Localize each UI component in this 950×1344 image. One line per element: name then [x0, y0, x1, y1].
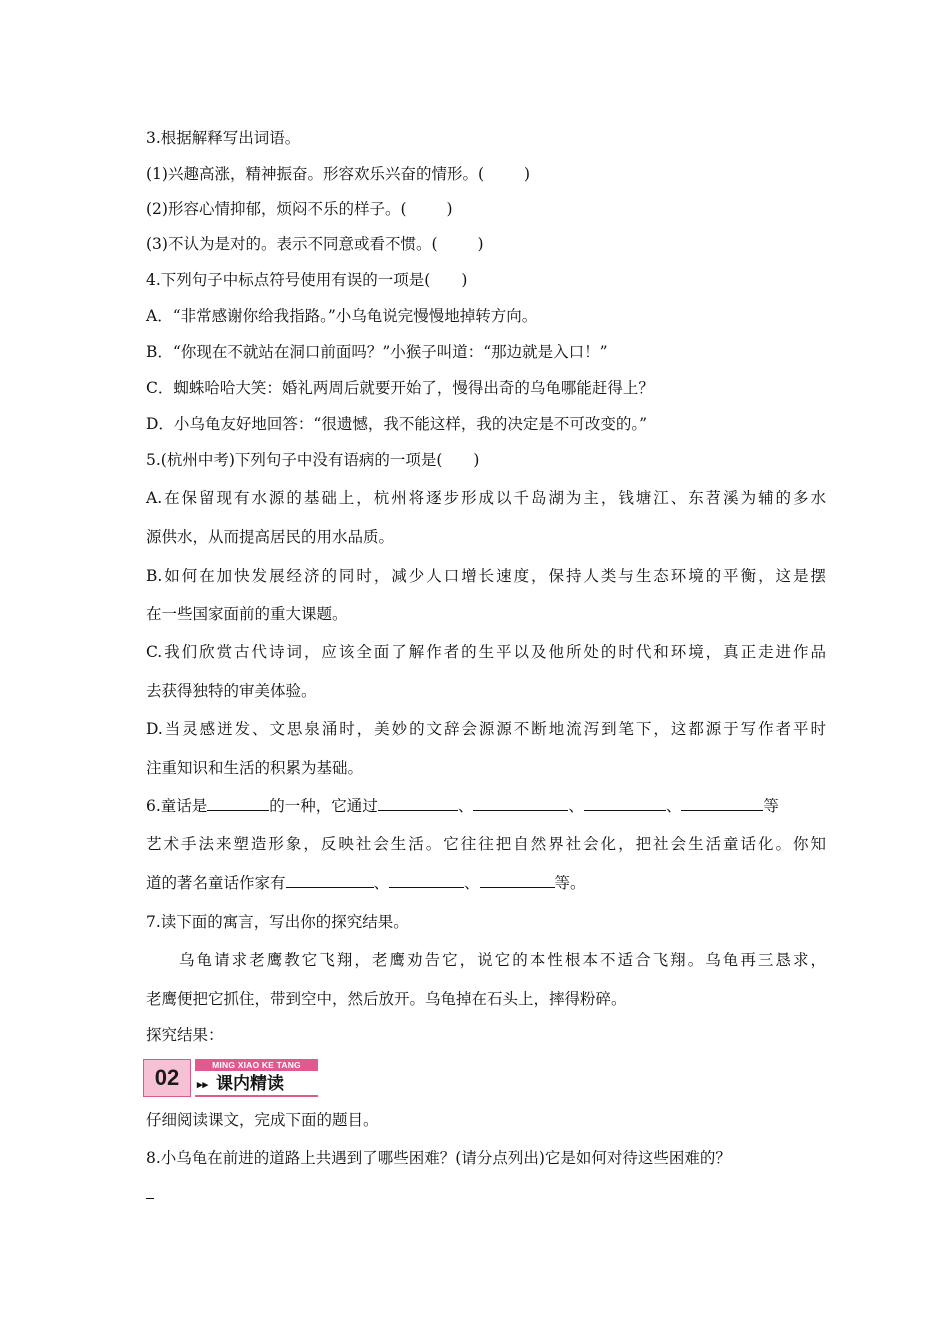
- q3-title: 3.根据解释写出词语。: [146, 129, 301, 147]
- section-pinyin: MING XIAO KE TANG: [195, 1059, 318, 1071]
- answer-dash: [146, 1198, 154, 1199]
- section-badge: [143, 1059, 318, 1097]
- q6-blank-5[interactable]: [681, 796, 763, 811]
- q6-blank-7[interactable]: [389, 873, 464, 888]
- q5-option-b-line1: B.如何在加快发展经济的同时，减少人口增长速度，保持人类与生态环境的平衡，这是摆: [146, 567, 826, 585]
- q5-option-d-line2: 注重知识和生活的积累为基础。: [146, 759, 364, 777]
- q5-option-a-line1: A.在保留现有水源的基础上，杭州将逐步形成以千岛湖为主，钱塘江、东苕溪为辅的多水: [146, 489, 826, 507]
- q4-option-d: D．小乌龟友好地回答：“很遗憾，我不能这样，我的决定是不可改变的。”: [146, 415, 648, 433]
- section-intro: 仔细阅读课文，完成下面的题目。: [146, 1111, 379, 1129]
- q4-option-b: B．“你现在不就站在洞口前面吗？”小猴子叫道：“那边就是入口！”: [146, 343, 608, 361]
- q6-blank-2[interactable]: [378, 796, 458, 811]
- q6-blank-1[interactable]: [207, 796, 269, 811]
- q6-blank-4[interactable]: [584, 796, 666, 811]
- q7-result-label: 探究结果：: [146, 1026, 224, 1044]
- q7-fable-line1: 乌龟请求老鹰教它飞翔，老鹰劝告它，说它的本性根本不适合飞翔。乌龟再三恳求，: [179, 951, 826, 969]
- section-title-row: [195, 1072, 318, 1097]
- q5-option-d-line1: D.当灵感迸发、文思泉涌时，美妙的文辞会源源不断地流泻到笔下，这都源于写作者平时: [146, 720, 826, 738]
- q3-item-1: (1)兴趣高涨，精神振奋。形容欢乐兴奋的情形。( ): [146, 165, 531, 183]
- q5-option-c-line1: C.我们欣赏古代诗词，应该全面了解作者的生平以及他所处的时代和环境，真正走进作品: [146, 643, 826, 661]
- q6-blank-6[interactable]: [286, 873, 374, 888]
- q6-line1: 6.童话是 的一种，它通过 、 、 、 等: [146, 797, 779, 815]
- q4-option-a: A．“非常感谢你给我指路。”小乌龟说完慢慢地掉转方向。: [146, 307, 538, 325]
- section-number: 02: [143, 1059, 191, 1097]
- q4-option-c: C．蜘蛛哈哈大笑：婚礼两周后就要开始了，慢得出奇的乌龟哪能赶得上？: [146, 379, 654, 397]
- q7-title: 7.读下面的寓言，写出你的探究结果。: [146, 913, 409, 931]
- q3-item-2: (2)形容心情抑郁，烦闷不乐的样子。( ): [146, 200, 453, 218]
- q5-option-b-line2: 在一些国家面前的重大课题。: [146, 605, 348, 623]
- q6-blank-3[interactable]: [473, 796, 568, 811]
- q5-option-c-line2: 去获得独特的审美体验。: [146, 682, 317, 700]
- q6-line3: 道的著名童话作家有 、 、 等。: [146, 874, 586, 892]
- q3-item-3: (3)不认为是对的。表示不同意或看不惯。( ): [146, 235, 484, 253]
- q7-fable-line2: 老鹰便把它抓住，带到空中，然后放开。乌龟掉在石头上，摔得粉碎。: [146, 990, 627, 1008]
- q5-title: 5.(杭州中考)下列句子中没有语病的一项是( ): [146, 451, 480, 469]
- q6-line2: 艺术手法来塑造形象，反映社会生活。它往往把自然界社会化，把社会生活童话化。你知: [146, 835, 826, 853]
- section-title: 课内精读: [216, 1074, 285, 1093]
- q8-title: 8.小乌龟在前进的道路上共遇到了哪些困难？(请分点列出)它是如何对待这些困难的？: [146, 1149, 731, 1167]
- q4-title: 4.下列句子中标点符号使用有误的一项是( ): [146, 271, 468, 289]
- double-arrow-icon: ▸▸: [197, 1079, 209, 1091]
- q5-option-a-line2: 源供水，从而提高居民的用水品质。: [146, 528, 395, 546]
- q6-blank-8[interactable]: [480, 873, 555, 888]
